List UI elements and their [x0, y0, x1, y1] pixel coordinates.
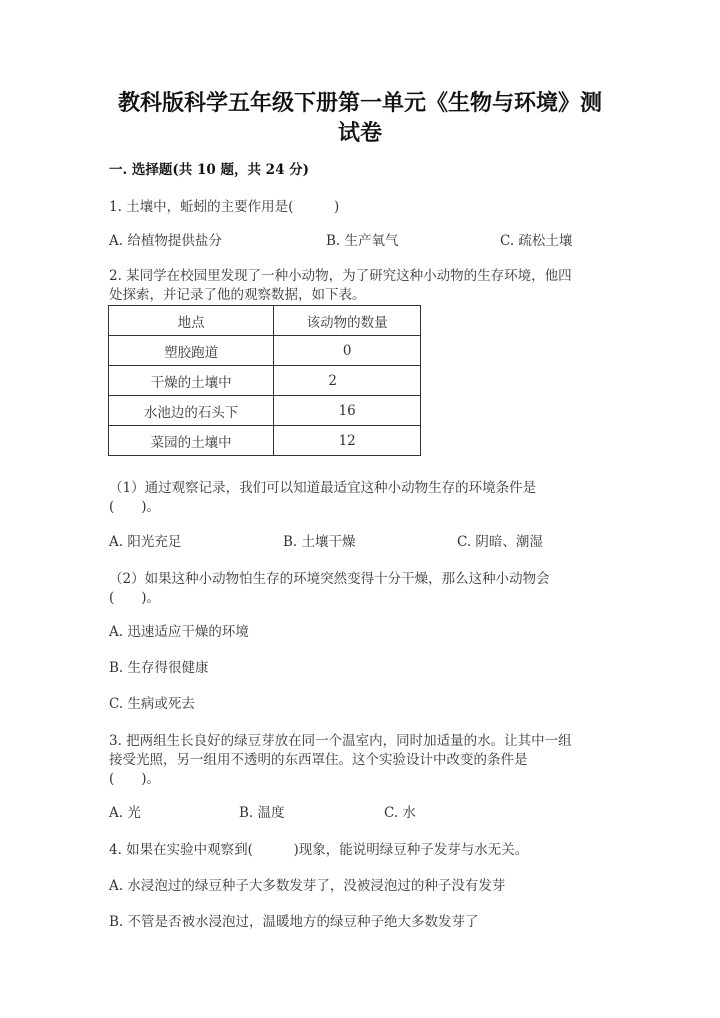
observation-table [108, 305, 421, 456]
question-4-stem: 4. 如果在实验中观察到( )现象，能说明绿豆种子发芽与水无关。 [109, 842, 529, 858]
table-cell-location: 塑胶跑道 [109, 336, 274, 366]
question-3-stem-line-2: 接受光照，另一组用不透明的东西罩住。这个实验设计中改变的条件是 [109, 752, 528, 768]
table-row [109, 336, 421, 366]
question-2-1-option-a[interactable]: A. 阳光充足 [109, 534, 182, 550]
question-2-stem-line-1: 2. 某同学在校园里发现了一种小动物，为了研究这种小动物的生存环境，他四 [109, 268, 572, 284]
table-cell-count: 16 [274, 396, 421, 426]
question-1-stem: 1. 土壤中，蚯蚓的主要作用是( ) [109, 199, 340, 215]
table-row [109, 426, 421, 456]
table-header-count: 该动物的数量 [274, 306, 421, 336]
question-3-stem-line-3: ( )。 [109, 771, 161, 787]
question-2-2-option-a[interactable]: A. 迅速适应干燥的环境 [109, 624, 249, 640]
table-cell-location: 干燥的土壤中 [109, 366, 274, 396]
table-header-row [109, 306, 421, 336]
question-2-2-stem-line-1: （2）如果这种小动物怕生存的环境突然变得十分干燥，那么这种小动物会 [109, 571, 550, 587]
question-2-stem-line-2: 处探索，并记录了他的观察数据，如下表。 [109, 287, 366, 303]
question-1-option-b[interactable]: B. 生产氧气 [326, 233, 399, 249]
question-2-1-option-b[interactable]: B. 土壤干燥 [283, 534, 356, 550]
table-row [109, 366, 421, 396]
question-1-option-c[interactable]: C. 疏松土壤 [500, 233, 573, 249]
table-row [109, 396, 421, 426]
question-3-option-a[interactable]: A. 光 [109, 805, 141, 821]
question-2-2-option-c[interactable]: C. 生病或死去 [109, 696, 195, 712]
question-3-option-c[interactable]: C. 水 [384, 805, 416, 821]
table-cell-location: 菜园的土壤中 [109, 426, 274, 456]
question-3-stem-line-1: 3. 把两组生长良好的绿豆芽放在同一个温室内，同时加适量的水。让其中一组 [109, 733, 572, 749]
section-heading: 一. 选择题(共 10 题，共 24 分) [109, 162, 310, 178]
title-line-2: 试卷 [337, 120, 382, 146]
question-3-option-b[interactable]: B. 温度 [239, 805, 285, 821]
table-cell-count: 0 [274, 336, 421, 366]
question-1-option-a[interactable]: A. 给植物提供盐分 [109, 233, 222, 249]
question-2-1-option-c[interactable]: C. 阴暗、潮湿 [457, 534, 543, 550]
question-2-2-stem-line-2: ( )。 [109, 590, 161, 606]
question-4-option-a[interactable]: A. 水浸泡过的绿豆种子大多数发芽了，没被浸泡过的种子没有发芽 [109, 878, 506, 894]
title-line-1: 教科版科学五年级下册第一单元《生物与环境》测 [117, 90, 602, 116]
question-4-option-b[interactable]: B. 不管是否被水浸泡过，温暖地方的绿豆种子绝大多数发芽了 [109, 914, 479, 930]
table-cell-location: 水池边的石头下 [109, 396, 274, 426]
table-header-location: 地点 [109, 306, 274, 336]
question-2-1-stem-line-2: ( )。 [109, 499, 161, 515]
page-title [100, 88, 620, 148]
table-cell-count: 2 [274, 366, 421, 396]
table-cell-count: 12 [274, 426, 421, 456]
question-2-2-option-b[interactable]: B. 生存得很健康 [109, 660, 209, 676]
question-2-1-stem-line-1: （1）通过观察记录，我们可以知道最适宜这种小动物生存的环境条件是 [109, 480, 537, 496]
